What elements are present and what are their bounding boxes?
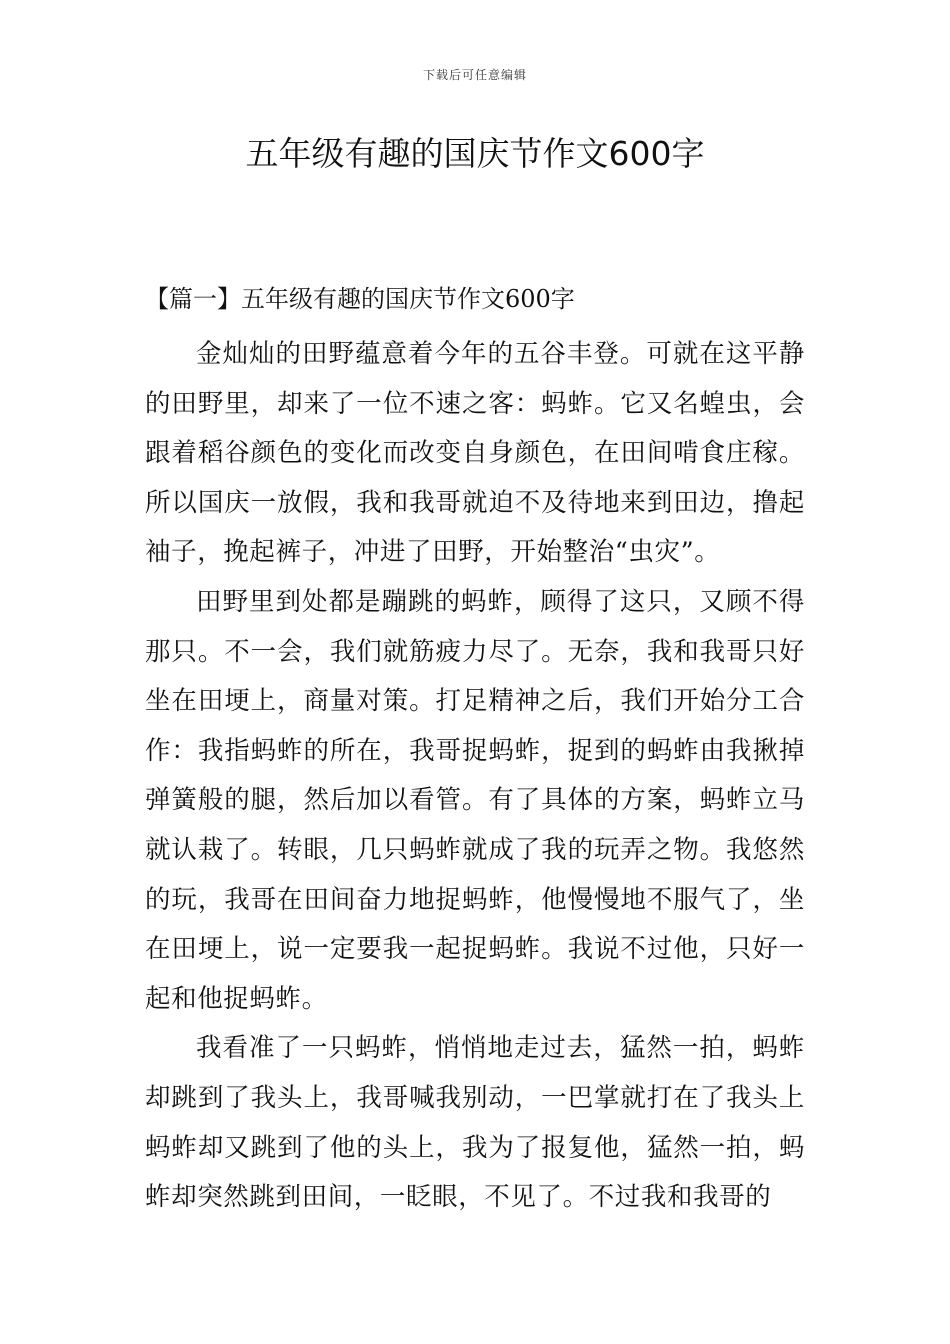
header-note: 下载后可任意编辑 xyxy=(422,68,527,82)
paragraph: 金灿灿的田野蕴意着今年的五谷丰登。可就在这平静的田野里，却来了一位不速之客：蚂蚱。它又名蝗虫，会跟着稻谷颜色的变化而改变自身颜色，在田间啃食庄稼。所以国庆一放假，我和我哥就迫不及待地来到田边，撸起袖子，挽起裤子，冲进了田野，开始整治“虫灾”。 xyxy=(145,339,805,568)
document-title: 五年级有趣的国庆节作文600字 xyxy=(245,134,705,173)
paragraph: 我看准了一只蚂蚱，悄悄地走过去，猛然一拍，蚂蚱却跳到了我头上，我哥喊我别动，一巴掌就打在了我头上蚂蚱却又跳到了他的头上，我为了报复他，猛然一拍，蚂蚱却突然跳到田间，一眨眼，不见了。不过我和我哥的 xyxy=(145,1033,805,1213)
section-heading: 【篇一】五年级有趣的国庆节作文600字 xyxy=(145,285,575,313)
body-text xyxy=(145,330,805,1223)
paragraph: 田野里到处都是蹦跳的蚂蚱，顾得了这只，又顾不得那只。不一会，我们就筋疲力尽了。无奈，我和我哥只好坐在田埂上，商量对策。打足精神之后，我们开始分工合作：我指蚂蚱的所在，我哥捉蚂蚱，捉到的蚂蚱由我揪掉弹簧般的腿，然后加以看管。有了具体的方案，蚂蚱立马就认栽了。转眼，几只蚂蚱就成了我的玩弄之物。我悠然的玩，我哥在田间奋力地捉蚂蚱，他慢慢地不服气了，坐在田埂上，说一定要我一起捉蚂蚱。我说不过他，只好一起和他捉蚂蚱。 xyxy=(145,586,805,1014)
